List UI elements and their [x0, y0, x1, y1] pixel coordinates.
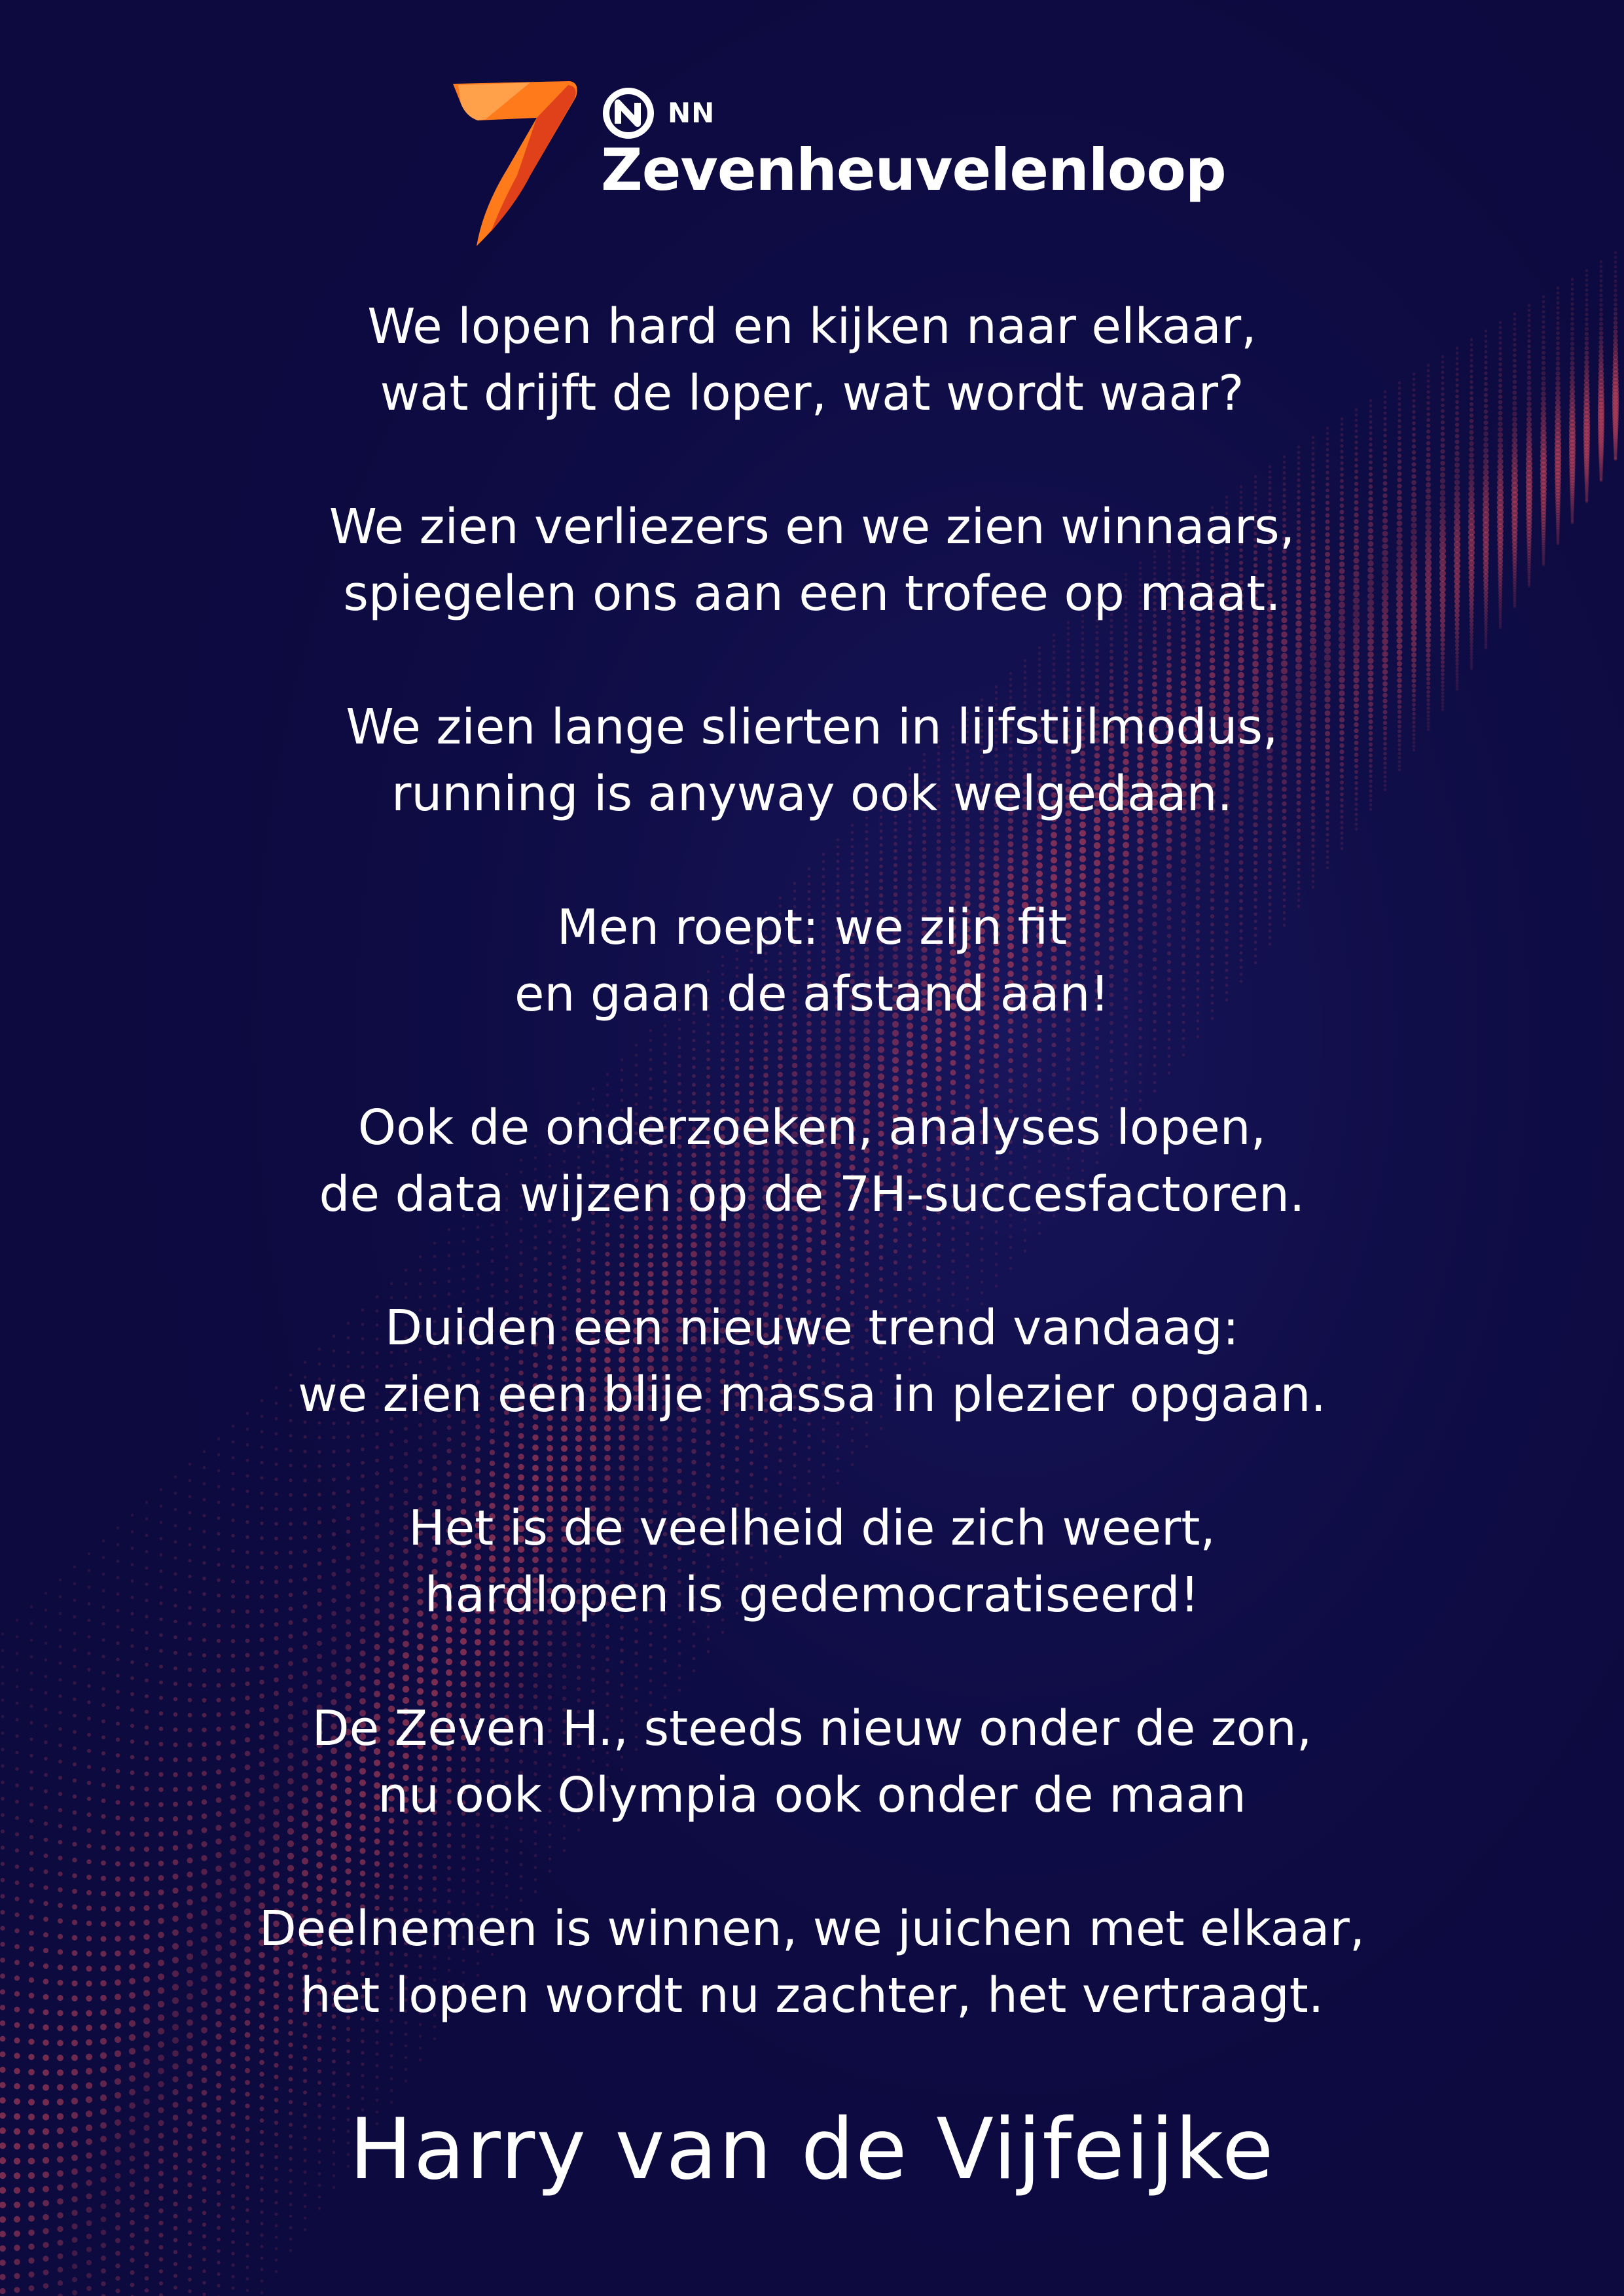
stanza	[0, 493, 1624, 627]
poem-line: De Zeven H., steeds nieuw onder de zon,	[312, 1700, 1312, 1757]
poem-line: Het is de veelheid die zich weert,	[408, 1500, 1216, 1556]
stanza	[0, 694, 1624, 827]
stanza	[0, 1695, 1624, 1829]
stanza	[0, 1094, 1624, 1228]
poem-body	[0, 293, 1624, 2096]
author-name: Harry van de Vijfeijke	[349, 2101, 1275, 2198]
poem-line: Men roept: we zijn fit	[556, 899, 1068, 956]
poem-line: We lopen hard en kijken naar elkaar,	[367, 298, 1257, 355]
poem-line: We zien lange slierten in lijfstijlmodus,	[346, 699, 1278, 755]
stanza	[0, 293, 1624, 427]
poem-line: nu ook Olympia ook onder de maan	[378, 1767, 1246, 1823]
poem-line: hardlopen is gedemocratiseerd!	[424, 1567, 1200, 1623]
poem-line: het lopen wordt nu zachter, het vertraagt.	[300, 1967, 1324, 2024]
poem-line: spiegelen ons aan een trofee op maat.	[343, 565, 1281, 622]
zevenheuvelenloop-logo	[452, 77, 1226, 247]
poem-line: We zien verliezers en we zien winnaars,	[329, 499, 1295, 555]
nn-icon	[602, 87, 661, 139]
poem-line: en gaan de afstand aan!	[514, 966, 1110, 1022]
stanza	[0, 1295, 1624, 1428]
poem-line: Ook de onderzoeken, analyses lopen,	[357, 1100, 1267, 1156]
stanza	[0, 1895, 1624, 2029]
stanza	[0, 1495, 1624, 1628]
nn-label: NN	[668, 97, 715, 129]
poem-line: we zien een blije massa in plezier opgaan.	[298, 1367, 1326, 1423]
poem-line: Duiden een nieuwe trend vandaag:	[385, 1300, 1239, 1356]
poem-line: de data wijzen op de 7H-succesfactoren.	[319, 1166, 1305, 1223]
poem-line: Deelnemen is winnen, we juichen met elkaar,	[259, 1901, 1365, 1957]
brand-name: Zevenheuvelenloop	[601, 136, 1226, 204]
seven-icon	[452, 77, 583, 247]
stanza	[0, 894, 1624, 1028]
poem-line: wat drijft de loper, wat wordt waar?	[380, 365, 1244, 422]
poem-line: running is anyway ook welgedaan.	[391, 766, 1233, 822]
